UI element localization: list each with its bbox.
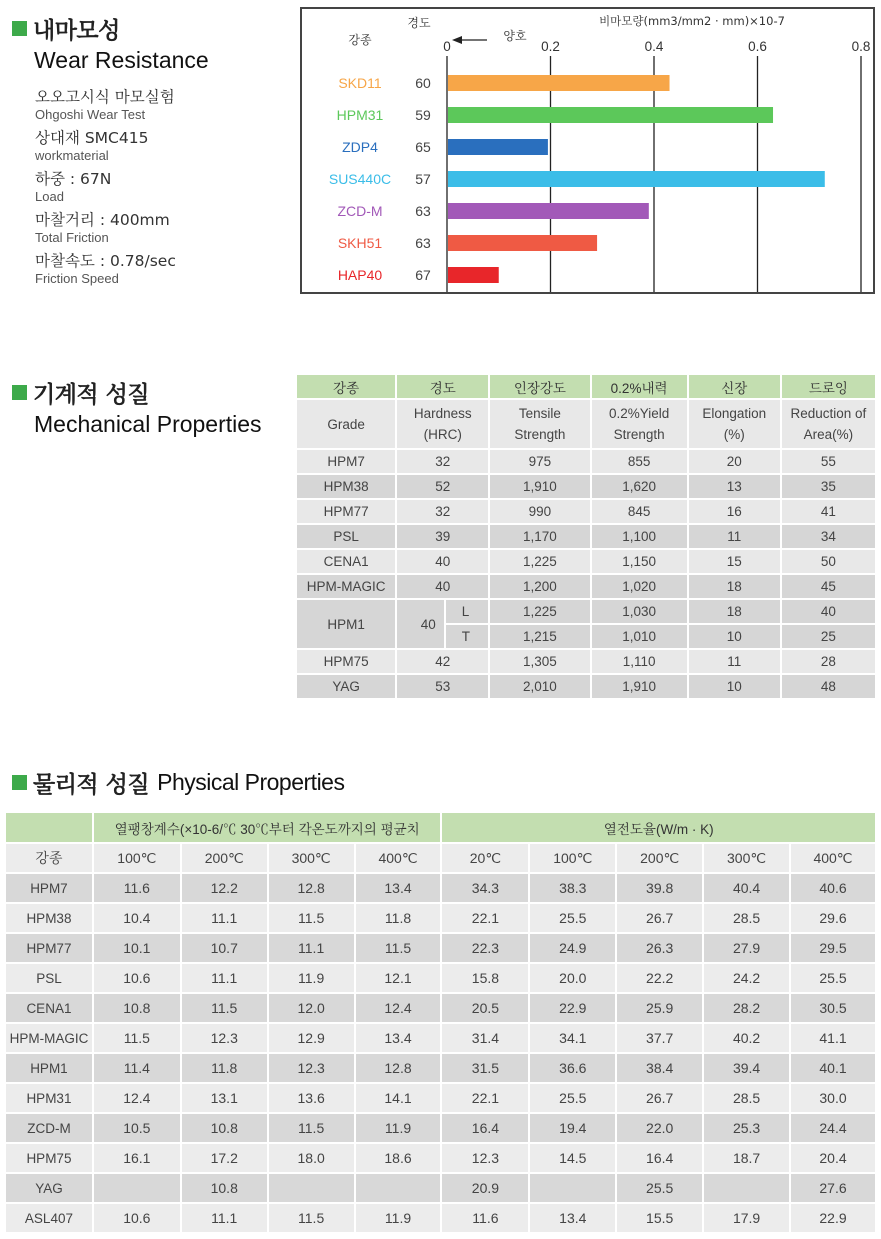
table-row bbox=[6, 1023, 876, 1053]
tensile-cell: 975 bbox=[489, 449, 590, 474]
value-cell: 11.1 bbox=[268, 933, 355, 963]
info-en: Friction Speed bbox=[35, 271, 119, 286]
value-cell: 11.4 bbox=[93, 1053, 181, 1083]
section-bullet-icon bbox=[12, 385, 27, 400]
grade-cell: HPM7 bbox=[6, 873, 93, 903]
value-cell: 22.9 bbox=[529, 993, 616, 1023]
value-cell: 22.3 bbox=[441, 933, 529, 963]
hardness-cell: 32 bbox=[396, 449, 489, 474]
mechanical-table bbox=[297, 375, 877, 700]
value-cell: 41.1 bbox=[790, 1023, 876, 1053]
yield-cell: 855 bbox=[591, 449, 688, 474]
table-row bbox=[297, 599, 876, 624]
reduction-cell: 50 bbox=[781, 549, 876, 574]
yield-cell: 1,620 bbox=[591, 474, 688, 499]
hardness-cell: 39 bbox=[396, 524, 489, 549]
tensile-cell: 1,225 bbox=[489, 599, 590, 624]
info-ko: 하중 : 67N bbox=[35, 170, 112, 188]
value-cell: 22.1 bbox=[441, 903, 529, 933]
physical-table bbox=[6, 813, 877, 1234]
info-en: workmaterial bbox=[35, 148, 109, 163]
value-cell: 31.5 bbox=[441, 1053, 529, 1083]
grade-label: SUS440C bbox=[328, 171, 392, 187]
table-row bbox=[6, 1053, 876, 1083]
reduction-cell: 48 bbox=[781, 674, 876, 699]
table-row bbox=[6, 963, 876, 993]
header-group-thermal-expansion: 열팽창계수(×10-6/℃ 30℃부터 각온도까지의 평균치 bbox=[93, 813, 442, 843]
reduction-cell: 25 bbox=[781, 624, 876, 649]
grade-label: HPM31 bbox=[336, 107, 384, 123]
hardness-cell: 32 bbox=[396, 499, 489, 524]
direction-cell: L bbox=[445, 599, 490, 624]
value-cell: 13.1 bbox=[181, 1083, 268, 1113]
subheader-cell: Hardness (HRC) bbox=[396, 399, 489, 449]
value-cell: 10.1 bbox=[93, 933, 181, 963]
bar bbox=[448, 203, 649, 219]
tensile-cell: 1,910 bbox=[489, 474, 590, 499]
info-item bbox=[35, 170, 285, 204]
subheader-cell: 100℃ bbox=[529, 843, 616, 873]
x-tick-label: 0 bbox=[443, 39, 451, 54]
value-cell: 39.8 bbox=[616, 873, 703, 903]
value-cell: 11.5 bbox=[268, 1113, 355, 1143]
x-tick-label: 0.2 bbox=[541, 39, 560, 54]
value-cell: 29.5 bbox=[790, 933, 876, 963]
grade-label: ZCD-M bbox=[337, 203, 383, 219]
value-cell: 28.5 bbox=[703, 903, 790, 933]
value-cell: 10.8 bbox=[181, 1113, 268, 1143]
info-ko: 마찰거리 : 400mm bbox=[35, 211, 170, 229]
value-cell: 26.3 bbox=[616, 933, 703, 963]
yield-cell: 1,010 bbox=[591, 624, 688, 649]
info-en: Ohgoshi Wear Test bbox=[35, 107, 146, 122]
value-cell: 20.5 bbox=[441, 993, 529, 1023]
header-cell: 0.2%내력 bbox=[591, 375, 688, 399]
subheader-cell: Reduction of Area(%) bbox=[781, 399, 876, 449]
direction-cell: T bbox=[445, 624, 490, 649]
value-cell: 30.0 bbox=[790, 1083, 876, 1113]
table-row bbox=[6, 873, 876, 903]
elongation-cell: 18 bbox=[688, 574, 781, 599]
header-cell: 경도 bbox=[396, 375, 489, 399]
arrow-left-icon bbox=[452, 36, 462, 44]
value-cell: 25.5 bbox=[616, 1173, 703, 1203]
value-cell: 22.0 bbox=[616, 1113, 703, 1143]
yield-cell: 1,150 bbox=[591, 549, 688, 574]
grade-cell: CENA1 bbox=[297, 549, 396, 574]
wear-chart bbox=[300, 7, 875, 294]
subheader-cell: 200℃ bbox=[616, 843, 703, 873]
elongation-cell: 11 bbox=[688, 524, 781, 549]
value-cell bbox=[355, 1173, 442, 1203]
value-cell: 12.1 bbox=[355, 963, 442, 993]
grade-cell: HPM75 bbox=[297, 649, 396, 674]
subheader-cell: 강종 bbox=[6, 843, 93, 873]
wear-title-ko: 내마모성 bbox=[33, 18, 120, 44]
table-subheader-row bbox=[6, 843, 876, 873]
header-blank-cell bbox=[6, 813, 93, 843]
tensile-cell: 1,225 bbox=[489, 549, 590, 574]
phys-title-ko: 물리적 성질 bbox=[33, 772, 150, 798]
value-cell: 24.2 bbox=[703, 963, 790, 993]
value-cell: 12.9 bbox=[268, 1023, 355, 1053]
table-subheader-row bbox=[297, 399, 876, 449]
reduction-cell: 45 bbox=[781, 574, 876, 599]
value-cell: 27.9 bbox=[703, 933, 790, 963]
yield-cell: 1,110 bbox=[591, 649, 688, 674]
value-cell: 11.6 bbox=[93, 873, 181, 903]
table-row bbox=[6, 993, 876, 1023]
value-cell: 12.2 bbox=[181, 873, 268, 903]
reduction-cell: 35 bbox=[781, 474, 876, 499]
value-cell: 11.5 bbox=[355, 933, 442, 963]
better-label: 양호 bbox=[503, 29, 527, 43]
subheader-cell: 300℃ bbox=[703, 843, 790, 873]
subheader-cell: 0.2%Yield Strength bbox=[591, 399, 688, 449]
value-cell: 10.8 bbox=[93, 993, 181, 1023]
table-row bbox=[6, 1143, 876, 1173]
value-cell: 13.6 bbox=[268, 1083, 355, 1113]
section-bullet-icon bbox=[12, 775, 27, 790]
grade-cell: HPM31 bbox=[6, 1083, 93, 1113]
value-cell: 18.0 bbox=[268, 1143, 355, 1173]
hardness-label: 59 bbox=[415, 107, 431, 123]
grade-label: HAP40 bbox=[337, 267, 383, 283]
table-row bbox=[6, 933, 876, 963]
axis-label: 비마모량(mm3/mm2 · mm)×10-7 bbox=[599, 14, 785, 28]
elongation-cell: 16 bbox=[688, 499, 781, 524]
x-tick-label: 0.4 bbox=[644, 39, 664, 54]
value-cell: 11.5 bbox=[268, 1203, 355, 1233]
value-cell: 28.5 bbox=[703, 1083, 790, 1113]
header-cell: 강종 bbox=[297, 375, 396, 399]
bar bbox=[448, 171, 825, 187]
tensile-cell: 1,200 bbox=[489, 574, 590, 599]
value-cell: 20.4 bbox=[790, 1143, 876, 1173]
value-cell: 18.6 bbox=[355, 1143, 442, 1173]
table-row bbox=[297, 524, 876, 549]
value-cell: 24.4 bbox=[790, 1113, 876, 1143]
header-group-thermal-conductivity: 열전도율(W/m · K) bbox=[441, 813, 876, 843]
grade-cell: ASL407 bbox=[6, 1203, 93, 1233]
elongation-cell: 20 bbox=[688, 449, 781, 474]
hardness-cell: 40 bbox=[396, 574, 489, 599]
value-cell: 25.5 bbox=[790, 963, 876, 993]
value-cell: 11.5 bbox=[181, 993, 268, 1023]
x-tick-label: 0.6 bbox=[748, 39, 767, 54]
wear-section-heading bbox=[12, 12, 209, 74]
mech-section-heading bbox=[12, 376, 262, 438]
info-ko: 상대재 SMC415 bbox=[35, 129, 149, 147]
info-item bbox=[35, 252, 285, 286]
value-cell: 34.3 bbox=[441, 873, 529, 903]
grade-cell: HPM-MAGIC bbox=[297, 574, 396, 599]
value-cell bbox=[268, 1173, 355, 1203]
reduction-cell: 40 bbox=[781, 599, 876, 624]
x-tick-label: 0.8 bbox=[851, 39, 871, 54]
hardness-label: 57 bbox=[415, 171, 431, 187]
tensile-cell: 990 bbox=[489, 499, 590, 524]
value-cell: 27.6 bbox=[790, 1173, 876, 1203]
reduction-cell: 34 bbox=[781, 524, 876, 549]
hardness-label: 67 bbox=[415, 267, 431, 283]
value-cell: 11.5 bbox=[268, 903, 355, 933]
value-cell: 34.1 bbox=[529, 1023, 616, 1053]
yield-cell: 1,100 bbox=[591, 524, 688, 549]
yield-cell: 845 bbox=[591, 499, 688, 524]
grade-label: ZDP4 bbox=[342, 139, 378, 155]
hardness-label: 63 bbox=[415, 203, 431, 219]
subheader-cell: 400℃ bbox=[355, 843, 442, 873]
reduction-cell: 41 bbox=[781, 499, 876, 524]
elongation-cell: 10 bbox=[688, 624, 781, 649]
grade-label: SKH51 bbox=[337, 235, 383, 251]
elongation-cell: 13 bbox=[688, 474, 781, 499]
value-cell: 37.7 bbox=[616, 1023, 703, 1053]
reduction-cell: 28 bbox=[781, 649, 876, 674]
value-cell: 12.3 bbox=[441, 1143, 529, 1173]
table-row bbox=[297, 649, 876, 674]
value-cell bbox=[93, 1173, 181, 1203]
value-cell: 22.9 bbox=[790, 1203, 876, 1233]
bar bbox=[448, 139, 548, 155]
tensile-cell: 2,010 bbox=[489, 674, 590, 699]
grade-cell: HPM38 bbox=[297, 474, 396, 499]
reduction-cell: 55 bbox=[781, 449, 876, 474]
value-cell: 11.6 bbox=[441, 1203, 529, 1233]
value-cell: 10.4 bbox=[93, 903, 181, 933]
table-header-row bbox=[6, 813, 876, 843]
value-cell: 29.6 bbox=[790, 903, 876, 933]
subheader-cell: Grade bbox=[297, 399, 396, 449]
grade-cell: YAG bbox=[297, 674, 396, 699]
value-cell: 11.9 bbox=[355, 1113, 442, 1143]
hardness-cell: 53 bbox=[396, 674, 489, 699]
info-ko: 오오고시식 마모실험 bbox=[35, 88, 175, 106]
value-cell: 12.8 bbox=[268, 873, 355, 903]
wear-test-info bbox=[35, 88, 285, 293]
value-cell: 26.7 bbox=[616, 903, 703, 933]
value-cell: 40.6 bbox=[790, 873, 876, 903]
subheader-cell: 20℃ bbox=[441, 843, 529, 873]
value-cell: 31.4 bbox=[441, 1023, 529, 1053]
wear-chart-svg bbox=[302, 9, 873, 292]
table-row bbox=[6, 1203, 876, 1233]
grade-label: SKD11 bbox=[338, 75, 382, 91]
table-header-row bbox=[297, 375, 876, 399]
phys-title-en: Physical Properties bbox=[157, 769, 345, 795]
elongation-cell: 10 bbox=[688, 674, 781, 699]
bar bbox=[448, 267, 499, 283]
grade-cell: CENA1 bbox=[6, 993, 93, 1023]
hardness-cell: 52 bbox=[396, 474, 489, 499]
value-cell: 40.2 bbox=[703, 1023, 790, 1053]
value-cell: 20.9 bbox=[441, 1173, 529, 1203]
value-cell: 11.1 bbox=[181, 903, 268, 933]
table-row bbox=[297, 574, 876, 599]
value-cell: 17.9 bbox=[703, 1203, 790, 1233]
value-cell: 16.4 bbox=[441, 1113, 529, 1143]
bar bbox=[448, 75, 670, 91]
value-cell: 11.8 bbox=[181, 1053, 268, 1083]
grade-column-label: 강종 bbox=[348, 33, 372, 47]
value-cell bbox=[529, 1173, 616, 1203]
table-row bbox=[297, 674, 876, 699]
value-cell: 10.8 bbox=[181, 1173, 268, 1203]
grade-cell: HPM77 bbox=[297, 499, 396, 524]
value-cell: 25.3 bbox=[703, 1113, 790, 1143]
value-cell: 28.2 bbox=[703, 993, 790, 1023]
table-row bbox=[6, 1113, 876, 1143]
value-cell: 14.1 bbox=[355, 1083, 442, 1113]
table-row bbox=[297, 549, 876, 574]
grade-cell: HPM7 bbox=[297, 449, 396, 474]
value-cell: 12.3 bbox=[268, 1053, 355, 1083]
subheader-cell: Tensile Strength bbox=[489, 399, 590, 449]
info-item bbox=[35, 88, 285, 122]
hardness-label: 63 bbox=[415, 235, 431, 251]
elongation-cell: 18 bbox=[688, 599, 781, 624]
value-cell: 11.9 bbox=[355, 1203, 442, 1233]
info-en: Total Friction bbox=[35, 230, 109, 245]
value-cell: 17.2 bbox=[181, 1143, 268, 1173]
info-item bbox=[35, 211, 285, 245]
tensile-cell: 1,215 bbox=[489, 624, 590, 649]
table-row bbox=[6, 1173, 876, 1203]
hardness-column-label: 경도 bbox=[407, 16, 431, 30]
value-cell: 16.4 bbox=[616, 1143, 703, 1173]
value-cell: 13.4 bbox=[355, 1023, 442, 1053]
section-bullet-icon bbox=[12, 21, 27, 36]
value-cell: 39.4 bbox=[703, 1053, 790, 1083]
yield-cell: 1,030 bbox=[591, 599, 688, 624]
tensile-cell: 1,170 bbox=[489, 524, 590, 549]
value-cell: 10.6 bbox=[93, 1203, 181, 1233]
value-cell: 13.4 bbox=[355, 873, 442, 903]
value-cell: 30.5 bbox=[790, 993, 876, 1023]
tensile-cell: 1,305 bbox=[489, 649, 590, 674]
hardness-cell: 40 bbox=[396, 599, 445, 649]
value-cell: 22.1 bbox=[441, 1083, 529, 1113]
value-cell: 24.9 bbox=[529, 933, 616, 963]
value-cell: 25.9 bbox=[616, 993, 703, 1023]
value-cell: 11.1 bbox=[181, 963, 268, 993]
value-cell: 10.6 bbox=[93, 963, 181, 993]
value-cell: 18.7 bbox=[703, 1143, 790, 1173]
grade-cell: HPM1 bbox=[6, 1053, 93, 1083]
hardness-label: 65 bbox=[415, 139, 431, 155]
value-cell: 25.5 bbox=[529, 903, 616, 933]
table-row bbox=[6, 1083, 876, 1113]
value-cell: 12.8 bbox=[355, 1053, 442, 1083]
value-cell: 12.3 bbox=[181, 1023, 268, 1053]
value-cell: 25.5 bbox=[529, 1083, 616, 1113]
bar bbox=[448, 107, 773, 123]
value-cell: 40.1 bbox=[790, 1053, 876, 1083]
info-en: Load bbox=[35, 189, 64, 204]
value-cell: 11.1 bbox=[181, 1203, 268, 1233]
grade-cell: HPM1 bbox=[297, 599, 396, 649]
hardness-cell: 42 bbox=[396, 649, 489, 674]
grade-cell: PSL bbox=[6, 963, 93, 993]
value-cell: 13.4 bbox=[529, 1203, 616, 1233]
value-cell: 40.4 bbox=[703, 873, 790, 903]
header-cell: 신장 bbox=[688, 375, 781, 399]
hardness-cell: 40 bbox=[396, 549, 489, 574]
value-cell: 16.1 bbox=[93, 1143, 181, 1173]
header-cell: 드로잉 bbox=[781, 375, 876, 399]
phys-section-heading bbox=[12, 766, 344, 799]
bar bbox=[448, 235, 597, 251]
wear-title-en: Wear Resistance bbox=[34, 47, 209, 73]
grade-cell: HPM77 bbox=[6, 933, 93, 963]
grade-cell: ZCD-M bbox=[6, 1113, 93, 1143]
table-row bbox=[6, 903, 876, 933]
grade-cell: HPM75 bbox=[6, 1143, 93, 1173]
info-item bbox=[35, 129, 285, 163]
mech-title-en: Mechanical Properties bbox=[34, 411, 262, 437]
value-cell: 11.8 bbox=[355, 903, 442, 933]
hardness-label: 60 bbox=[415, 75, 431, 91]
value-cell: 20.0 bbox=[529, 963, 616, 993]
header-cell: 인장강도 bbox=[489, 375, 590, 399]
value-cell: 12.4 bbox=[355, 993, 442, 1023]
value-cell: 36.6 bbox=[529, 1053, 616, 1083]
subheader-cell: Elongation (%) bbox=[688, 399, 781, 449]
value-cell: 22.2 bbox=[616, 963, 703, 993]
grade-cell: HPM38 bbox=[6, 903, 93, 933]
mech-title-ko: 기계적 성질 bbox=[33, 382, 150, 408]
table-row bbox=[297, 474, 876, 499]
value-cell: 11.5 bbox=[93, 1023, 181, 1053]
value-cell bbox=[703, 1173, 790, 1203]
info-ko: 마찰속도 : 0.78/sec bbox=[35, 252, 176, 270]
table-row bbox=[297, 449, 876, 474]
subheader-cell: 200℃ bbox=[181, 843, 268, 873]
yield-cell: 1,910 bbox=[591, 674, 688, 699]
value-cell: 10.5 bbox=[93, 1113, 181, 1143]
subheader-cell: 100℃ bbox=[93, 843, 181, 873]
value-cell: 38.3 bbox=[529, 873, 616, 903]
value-cell: 12.4 bbox=[93, 1083, 181, 1113]
table-row bbox=[297, 499, 876, 524]
value-cell: 38.4 bbox=[616, 1053, 703, 1083]
value-cell: 14.5 bbox=[529, 1143, 616, 1173]
value-cell: 19.4 bbox=[529, 1113, 616, 1143]
value-cell: 12.0 bbox=[268, 993, 355, 1023]
elongation-cell: 15 bbox=[688, 549, 781, 574]
subheader-cell: 300℃ bbox=[268, 843, 355, 873]
elongation-cell: 11 bbox=[688, 649, 781, 674]
value-cell: 26.7 bbox=[616, 1083, 703, 1113]
value-cell: 10.7 bbox=[181, 933, 268, 963]
subheader-cell: 400℃ bbox=[790, 843, 876, 873]
value-cell: 15.5 bbox=[616, 1203, 703, 1233]
yield-cell: 1,020 bbox=[591, 574, 688, 599]
grade-cell: YAG bbox=[6, 1173, 93, 1203]
grade-cell: HPM-MAGIC bbox=[6, 1023, 93, 1053]
value-cell: 15.8 bbox=[441, 963, 529, 993]
value-cell: 11.9 bbox=[268, 963, 355, 993]
grade-cell: PSL bbox=[297, 524, 396, 549]
